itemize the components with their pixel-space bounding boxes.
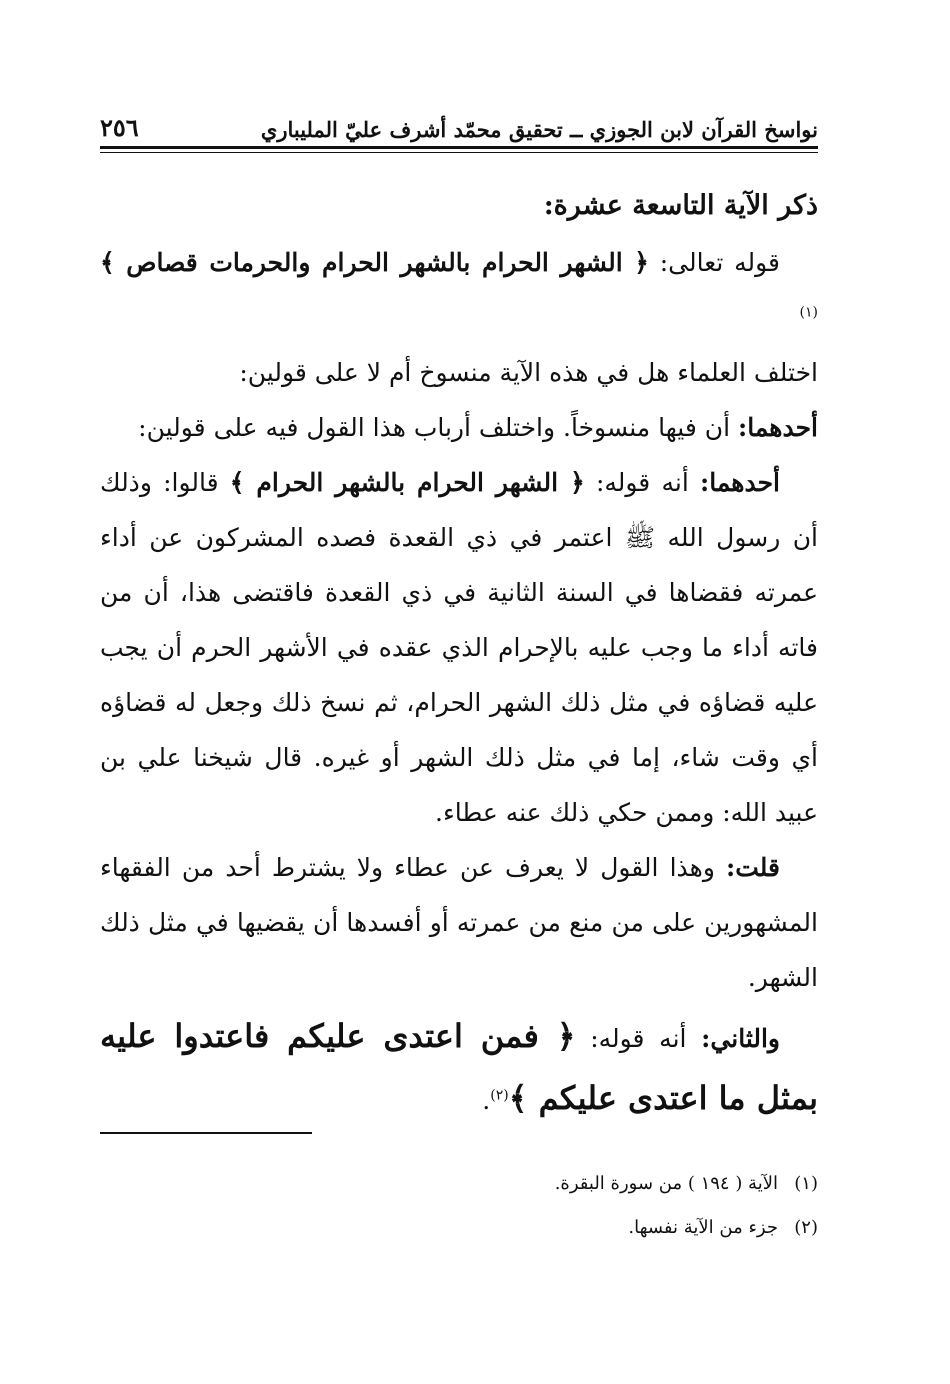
footnote-number: (٢) [794, 1217, 818, 1238]
author-note-text: وهذا القول لا يعرف عن عطاء ولا يشترط أحد من الفقهاء المشهورين على من منع من عمرته أو أفسدها أن يقضيها في مثل ذلك الشهر. [100, 853, 818, 992]
dispute-paragraph: اختلف العلماء هل في هذه الآية منسوخ أم لا على قولين: [239, 358, 818, 387]
intro-lead: قوله تعالى: [648, 248, 781, 277]
quran-verse-3: ﴿ فمن اعتدى عليكم فاعتدوا عليه بمثل ما اعتدى عليكم ﴾ [100, 1017, 818, 1117]
sub-first-lead: أحدهما: [699, 468, 780, 497]
sub-first-text: قالوا: وذلك أن رسول الله ﷺ اعتمر في ذي القعدة فصده المشركون عن أداء عمرته فقضاها في السنة الثانية في ذي القعدة فاقتضى هذا، أن من فاته أداء ما وجب عليه بالإحرام الذي عقده في الأشهر الحرم أن يجب عليه قضاؤه في مثل ذلك الشهر الحرام، ثم نسخ ذلك وجعل له قضاؤه أي وقت شاء، إما في مثل ذلك الشهر أو غيره. قال شيخنا علي بن عبيد الله: وممن حكي ذلك عنه عطاء. [100, 468, 818, 827]
footnote-ref-2: (٢) [490, 1087, 509, 1104]
sub-first-paragraph [100, 455, 818, 840]
intro-paragraph [100, 235, 818, 345]
quran-verse-2: ﴿ الشهر الحرام بالشهر الحرام ﴾ [229, 468, 585, 497]
first-opinion-text: أن فيها منسوخاً. واختلف أرباب هذا القول فيه على قولين: [138, 413, 738, 442]
footnote-text: جزء من الآية نفسها. [628, 1217, 778, 1238]
main-text [100, 178, 818, 1129]
sub-first-mid: أنه قوله: [584, 468, 700, 497]
footnote-separator [100, 1132, 312, 1134]
footnote-1 [100, 1162, 818, 1206]
first-opinion-paragraph [100, 400, 818, 455]
footnote-ref-1: (١) [799, 304, 818, 321]
second-opinion-end: . [482, 1086, 491, 1115]
quran-verse-1: ﴿ الشهر الحرام بالشهر الحرام والحرمات قصاص ﴾ [100, 248, 649, 277]
footnote-text: الآية ( ١٩٤ ) من سورة البقرة. [554, 1173, 778, 1194]
section-title: ذكر الآية التاسعة عشرة: [543, 190, 818, 221]
footnote-number: (١) [794, 1173, 818, 1194]
second-opinion-mid: أنه قوله: [575, 1024, 702, 1053]
footnotes [100, 1162, 818, 1250]
author-note-lead: قلت: [725, 853, 780, 882]
footnote-2 [100, 1206, 818, 1250]
second-opinion-lead: والثاني: [701, 1024, 780, 1053]
second-opinion-paragraph [100, 1005, 818, 1129]
running-header [100, 108, 818, 142]
header-rule-thick [100, 146, 818, 149]
author-note-paragraph [100, 840, 818, 1005]
header-rule-thin [100, 152, 818, 153]
running-title: نواسخ القرآن لابن الجوزي ــ تحقيق محمّد أشرف عليّ المليباري [260, 117, 818, 142]
first-opinion-lead: أحدهما: [737, 413, 818, 442]
book-page [100, 0, 818, 1384]
page-number: ٢٥٦ [100, 113, 139, 142]
